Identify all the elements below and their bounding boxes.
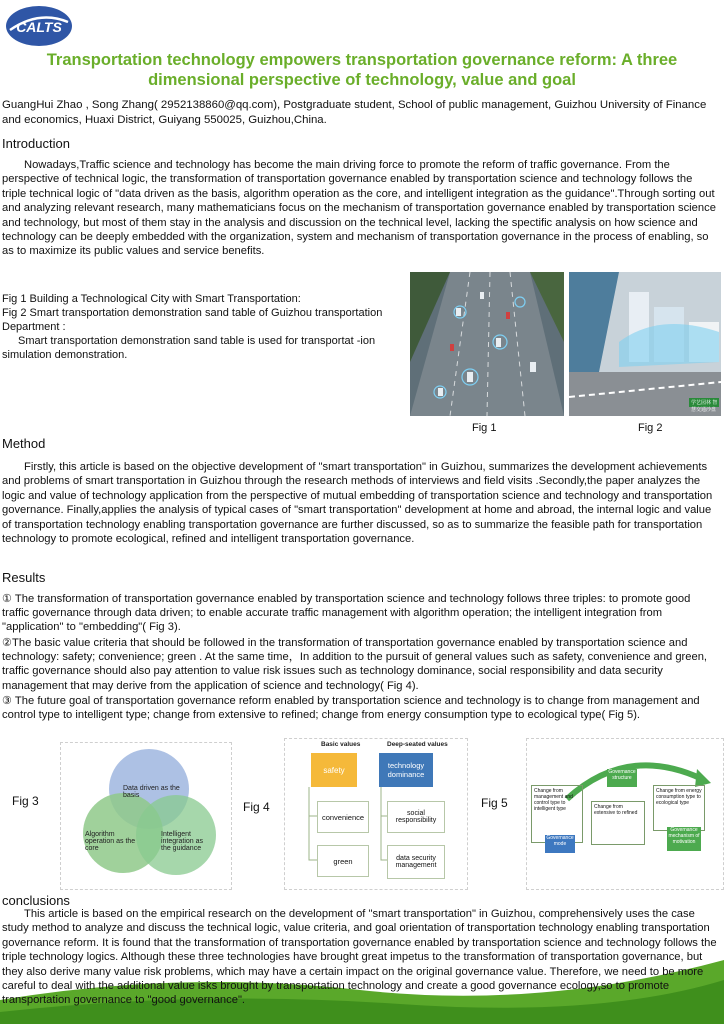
venn-label-integration: Intelligent integration as the guidance <box>161 831 204 852</box>
fig3-venn-diagram <box>60 742 232 890</box>
results-point-1: ① The transformation of transportation governance enabled by transportation science and technology follows three triples: to promote good traffic governance through data driven; to enable accurate traffic management with algorithm operation; the intelligent integration from "application" to "embedding"( Fig 3). <box>2 593 691 634</box>
introduction-heading: Introduction <box>2 136 70 151</box>
method-heading: Method <box>2 436 46 451</box>
goal-box-refined: Change from extensive to refined <box>591 801 645 845</box>
university-logo <box>4 4 74 48</box>
fig2-description: Fig 2 Smart transportation demonstration sand table of Guizhou transportation Department : <box>2 307 383 333</box>
fig5-label: Fig 5 <box>481 796 508 810</box>
technology-dominance-box: technology dominance <box>379 753 433 787</box>
tag-governance-mode: Governance mode <box>545 835 575 853</box>
fig1-caption: Fig 1 <box>472 422 497 434</box>
results-point-2: ②The basic value criteria that should be followed in the transformation of transportation governance enabled by transportation science and technology: safety; convenience; green . At the same time，In addition to the pursuit of general values such as safety, convenience and green, traffic governance should also pay attention to value risk issues such as technology dominance, social responsibility and data security management that may derive from the application of science and technology( Fig 4). <box>2 637 708 692</box>
conclusions-heading: conclusions <box>2 893 70 908</box>
data-security-box: data security management <box>387 845 445 879</box>
logo-text: CALTS <box>16 19 62 35</box>
fig1-smart-city-image <box>410 272 564 416</box>
results-point-3: ③ The future goal of transportation governance reform enabled by transportation science and technology is to change from management and control type to intelligent type; change from extensive to refined; change from energy consumption type to ecological type( Fig 5). <box>2 695 700 722</box>
safety-box: safety <box>311 753 357 787</box>
goal-box-intelligent: Change from management and control type to intelligent type <box>531 785 583 843</box>
fig4-label: Fig 4 <box>243 800 270 814</box>
convenience-box: convenience <box>317 801 369 833</box>
figure-descriptions <box>2 292 402 362</box>
tag-governance-motivation: Governance mechanism of motivation <box>667 827 701 851</box>
basic-values-title: Basic values <box>321 741 361 748</box>
venn-label-algorithm: Algorithm operation as the core <box>85 831 136 852</box>
introduction-text: Nowadays,Traffic science and technology has become the main driving force to promote the reform of traffic governance. From the perspective of technical logic, the transformation of transportation governance enabled by transportation science and technology follows the triple technical logic of "data driven as the basis, algorithm operation as the core, and intelligent integration as the guidance".Through sorting out and analyzing relevant research, many mathematicians focus on the mechanism of transportation governance enabled by transportation science and technology, but most of them stay in the analysis and discussion on the technical level, lacking the spectific analysis on how science and technology can be deeply embedded with the organization, system and mechanism of transportation governance in the process of enabling, so as to maximize its public values and service benefits. <box>2 159 716 258</box>
method-text: Firstly, this article is based on the objective development of "smart transportation" in Guizhou, summarizes the development achievements and problems of smart transportation in Guizhou through the research methods of interviews and field visits .Secondly,the paper analyzes the logic and value of technology application from the perspective of mutual embedding of transportation science and technology and transportation governance. Finally,applies the analysis of typical cases of "smart transportation" development at home and abroad, the internal logic and value of transportation technology enabling transportation governance are further discussed, so as to summarize the feasible path for transportation technology to promote ecological, refined and intelligent transportation governance. <box>2 461 713 546</box>
goal-box-ecological: Change from energy consumption type to ecological type <box>653 785 705 831</box>
fig4-values-diagram <box>284 738 468 890</box>
authors-line: GuangHui Zhao , Song Zhang( 2952138860@qq.com), Postgraduate student, School of public management, Guizhou University of Finance and economics, Huaxi District, Guiyang 550025, Guizhou,China. <box>2 99 707 126</box>
fig2-sand-table-image <box>569 272 721 416</box>
fig5-goals-diagram <box>526 738 724 890</box>
tag-governance-structure: Governance structure <box>607 769 637 787</box>
fig2-detail: Smart transportation demonstration sand table is used for transportat -ion simulation demonstration. <box>2 335 376 361</box>
green-box: green <box>317 845 369 877</box>
results-heading: Results <box>2 570 46 585</box>
social-responsibility-box: social responsibility <box>387 801 445 833</box>
poster-title: Transportation technology empowers transportation governance reform: A three dimensional perspective of technology, value and goal <box>46 51 678 89</box>
conclusions-text: This article is based on the empirical research on the development of "smart transportation" in Guizhou, comprehensively uses the case study method to analyze and discuss the technical logic, value criteria, and goal orientation of transportation technology enabling transportation governance reform. It is found that the transformation of transportation governance enabled by transportation science and technology follows the triple technology logics. Although these three technologies have brought great impetus to the transformation of transportation governance, but they also derive many value risk problems, which may have a certain impact on the original governance value. Therefore, we need to be more careful to deal with the additional value isks brought by transportation technology and create a good governance ecology,so to promote transportation governance to "good governance". <box>2 908 717 1007</box>
fig3-label: Fig 3 <box>12 794 39 808</box>
watermark-text: 学艺园林 智慧交通沙盘 <box>691 400 718 413</box>
fig1-description: Fig 1 Building a Technological City with Smart Transportation: <box>2 293 301 305</box>
deep-values-title: Deep-seated values <box>387 741 448 748</box>
venn-label-data: Data driven as the basis <box>123 785 180 799</box>
fig2-caption: Fig 2 <box>638 422 663 434</box>
